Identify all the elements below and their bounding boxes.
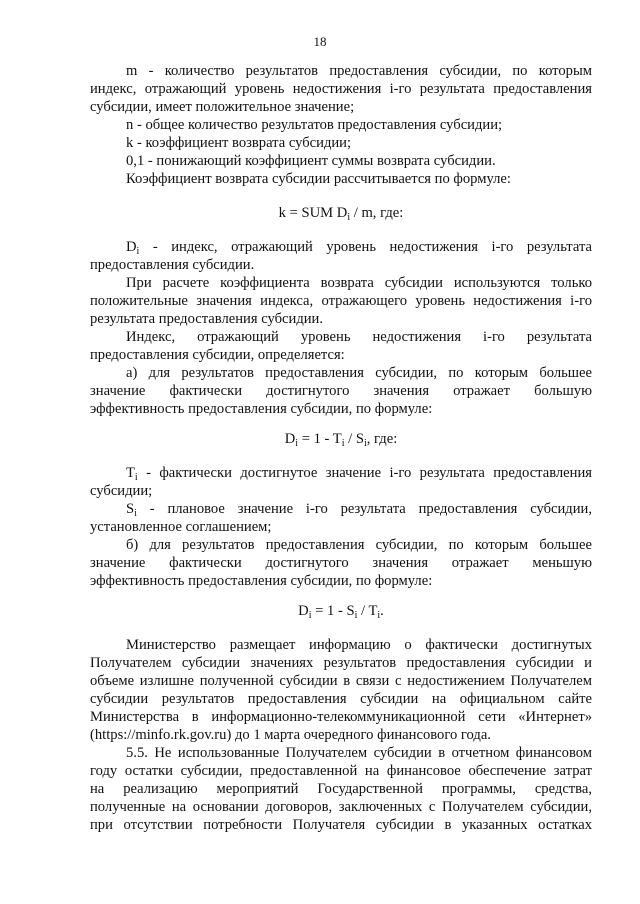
text-line: эффективность предоставления субсидии, по формуле: [90, 573, 433, 589]
text-line: на реализацию мероприятий Государственной программы, средства, [90, 781, 592, 797]
text-line: субсидии результатов предоставления субсидии на официальном сайте [90, 691, 592, 707]
text-line: $S_i$ - плановое значение i-го результата предоставления субсидии, [126, 501, 592, 519]
text-line: $D_i$ - индекс, отражающий уровень недостижения i-го результата [126, 239, 592, 257]
text-line: предоставления субсидии. [90, 257, 255, 273]
text-line: При расчете коэффициента возврата субсидии используются только [126, 275, 592, 291]
text-line: 5.5. Не использованные Получателем субсидии в отчетном финансовом [126, 745, 592, 761]
text-line: значение фактически достигнутого значения отражает большую [90, 383, 592, 399]
text-line: $T_i$ - фактически достигнутое значение i-го результата предоставления [126, 465, 592, 483]
text-line: положительные значения индекса, отражающего уровень недостижения i-го [90, 293, 592, 309]
text-line: Индекс, отражающий уровень недостижения i-го результата [126, 329, 592, 345]
page-number: 18 [313, 34, 327, 49]
formula-line: $D_i = 1 - S_i / T_i$. [298, 603, 384, 621]
text-line: предоставления субсидии, определяется: [90, 347, 345, 363]
text-line: Получателем субсидии значениях результатов предоставления субсидии и [90, 655, 592, 671]
text-line: Министерства в информационно-телекоммуникационной сети «Интернет» [90, 709, 592, 725]
text-line: результата предоставления субсидии. [90, 311, 324, 327]
formula-line: $D_i = 1 - T_i / S_i$, где: [284, 431, 398, 449]
text-line: субсидии, имеет положительное значение; [90, 99, 355, 115]
text-line: n - общее количество результатов предоставления субсидии; [126, 117, 503, 133]
text-line: Коэффициент возврата субсидии рассчитывается по формуле: [126, 171, 511, 187]
text-line: индекс, отражающий уровень недостижения i-го результата предоставления [90, 81, 592, 97]
text-line: субсидии; [90, 483, 153, 499]
text-line: 0,1 - понижающий коэффициент суммы возврата субсидии. [126, 153, 496, 169]
text-line: m - количество результатов предоставления субсидии, по которым [126, 63, 592, 79]
formula-line: k = SUM $D_i$ / m, где: [278, 205, 404, 223]
text-line: объеме излишне полученной субсидии в связи с недостижением Получателем [90, 673, 592, 689]
text-line: (https://minfo.rk.gov.ru) до 1 марта очередного финансового года. [90, 727, 491, 743]
text-line: k - коэффициент возврата субсидии; [126, 135, 352, 151]
text-line: значение фактически достигнутого значения отражает меньшую [90, 555, 592, 571]
text-line: Министерство размещает информацию о фактически достигнутых [126, 637, 592, 653]
text-line: а) для результатов предоставления субсидии, по которым большее [126, 365, 592, 381]
text-line: полученные на основании договоров, заключенных с Получателем субсидии, [90, 799, 592, 815]
text-line: году остатки субсидии, предоставленной на финансовое обеспечение затрат [90, 763, 592, 779]
text-line: установленное соглашением; [90, 519, 272, 535]
text-line: при отсутствии потребности Получателя субсидии в указанных остатках [90, 817, 592, 833]
text-line: б) для результатов предоставления субсидии, по которым большее [126, 537, 592, 553]
text-line: эффективность предоставления субсидии, по формуле: [90, 401, 433, 417]
